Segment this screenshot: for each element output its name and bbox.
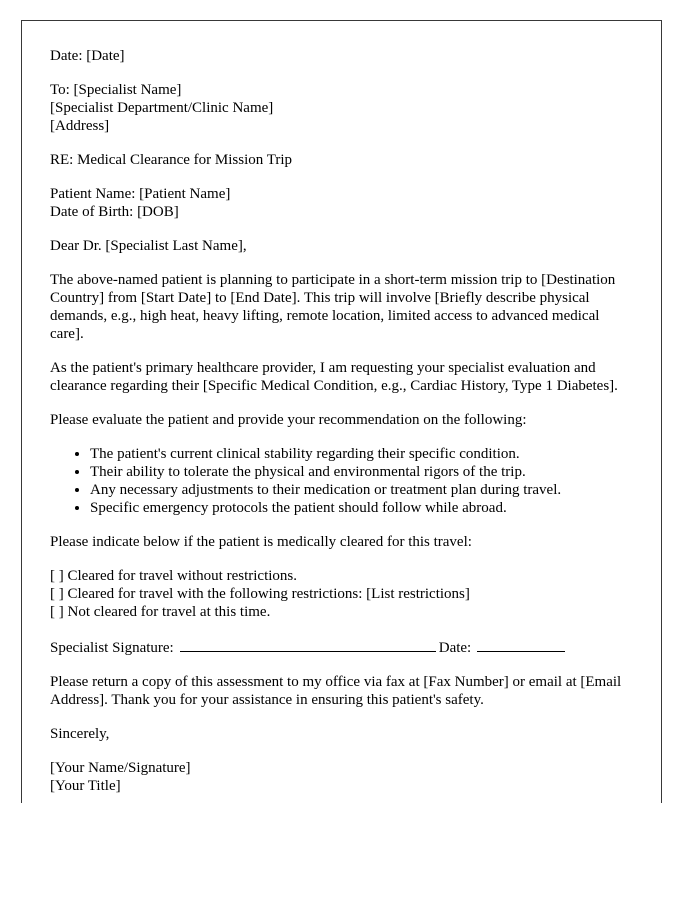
paragraph-trip: The above-named patient is planning to participate in a short-term mission trip to [Destination Country] from [Start Date] to [End Date]. This trip will involve [Briefly describe physical demands, e.g., high heat, heavy lifting, remote location, limited access to advanced medical care]. bbox=[50, 272, 616, 342]
checkbox-option: [ ] Cleared for travel without restrictions. bbox=[50, 568, 298, 584]
evaluate-intro: Please evaluate the patient and provide your recommendation on the following: bbox=[50, 412, 527, 428]
paragraph-request: As the patient's primary healthcare provider, I am requesting your specialist evaluation and clearance regarding their [Specific Medical Condition, e.g., Cardiac History, Type 1 Diabetes]. bbox=[50, 360, 618, 394]
indicate-intro: Please indicate below if the patient is medically cleared for this travel: bbox=[50, 534, 472, 550]
evaluation-bullet-list bbox=[50, 445, 633, 517]
patient-name-line: Patient Name: [Patient Name] bbox=[50, 186, 231, 202]
bullet-item: • Specific emergency protocols the patient should follow while abroad. bbox=[90, 499, 633, 517]
sender-name-line: [Your Name/Signature] bbox=[50, 760, 191, 776]
bullet-item: • Their ability to tolerate the physical and environmental rigors of the trip. bbox=[90, 463, 633, 481]
checkbox-option: [ ] Not cleared for travel at this time. bbox=[50, 604, 271, 620]
patient-block bbox=[50, 185, 633, 221]
date-block bbox=[50, 47, 633, 65]
salutation-block bbox=[50, 237, 633, 255]
paragraph-return: Please return a copy of this assessment to my office via fax at [Fax Number] or email at [Email Address]. Thank you for your assistance in ensuring this patient's safety. bbox=[50, 674, 622, 708]
subject-line: RE: Medical Clearance for Mission Trip bbox=[50, 152, 293, 168]
sender-title-line: [Your Title] bbox=[50, 778, 121, 794]
signature-row bbox=[50, 637, 633, 657]
clearance-checkbox-block bbox=[50, 567, 633, 621]
recipient-line: To: [Specialist Name] bbox=[50, 82, 182, 98]
bullet-item: • The patient's current clinical stability regarding their specific condition. bbox=[90, 445, 633, 463]
salutation-line: Dear Dr. [Specialist Last Name], bbox=[50, 238, 247, 254]
checkbox-option: [ ] Cleared for travel with the following restrictions: [List restrictions] bbox=[50, 586, 470, 602]
closing-line: Sincerely, bbox=[50, 726, 110, 742]
bullet-item: • Any necessary adjustments to their medication or treatment plan during travel. bbox=[90, 481, 633, 499]
recipient-line: [Specialist Department/Clinic Name] bbox=[50, 100, 274, 116]
date-blank-line bbox=[477, 637, 565, 652]
closing-block bbox=[50, 725, 633, 743]
recipient-line: [Address] bbox=[50, 118, 110, 134]
date-line: Date: [Date] bbox=[50, 48, 125, 64]
patient-dob-line: Date of Birth: [DOB] bbox=[50, 204, 179, 220]
specialist-signature-label: Specialist Signature: bbox=[50, 640, 174, 656]
letter-content bbox=[22, 21, 661, 795]
sender-block bbox=[50, 759, 633, 795]
signature-date-label: Date: bbox=[438, 640, 472, 656]
letter-page bbox=[21, 20, 662, 803]
subject-block bbox=[50, 151, 633, 169]
recipient-block bbox=[50, 81, 633, 135]
signature-blank-line bbox=[180, 637, 436, 652]
